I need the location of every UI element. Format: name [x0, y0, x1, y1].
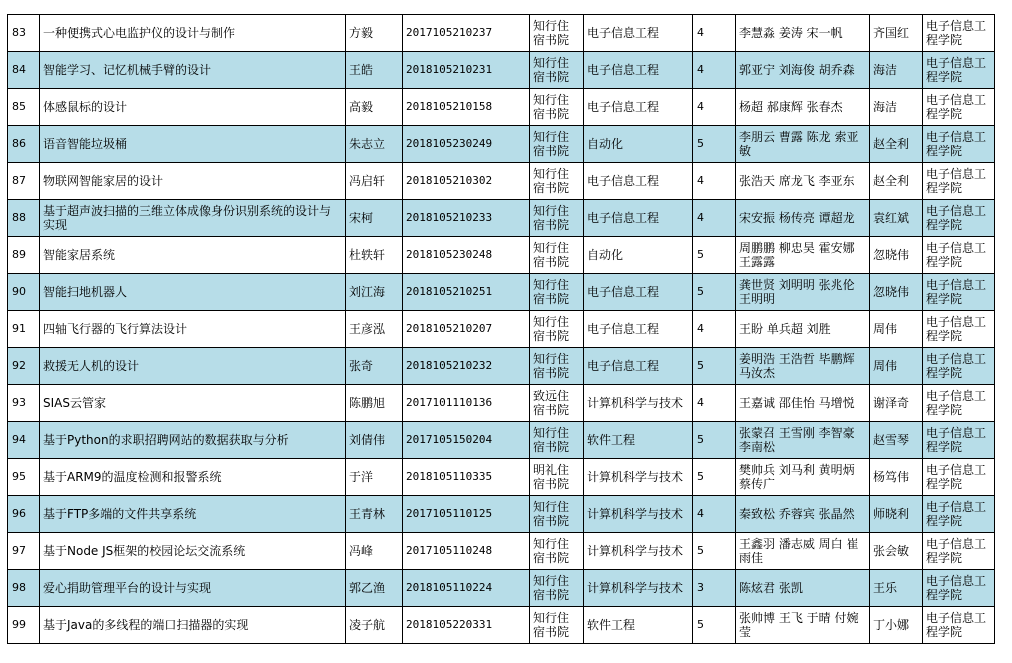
- table-row: [8, 274, 995, 311]
- team-members-cell: 樊帅兵 刘马利 黄明炳 蔡传广: [736, 459, 870, 496]
- member-count-cell: 4: [693, 496, 736, 533]
- team-members-cell: 王鑫羽 潘志威 周白 崔雨佳: [736, 533, 870, 570]
- project-leader-cell: 方毅: [346, 15, 403, 52]
- school-cell: 电子信息工程学院: [923, 311, 995, 348]
- residential-college-cell: 知行住宿书院: [530, 570, 584, 607]
- project-title-cell: 基于超声波扫描的三维立体成像身份识别系统的设计与实现: [40, 200, 346, 237]
- team-members-cell: 秦致松 乔蓉宾 张晶然: [736, 496, 870, 533]
- member-count-cell: 4: [693, 200, 736, 237]
- team-members-cell: 杨超 郝康辉 张春杰: [736, 89, 870, 126]
- residential-college-cell: 致远住宿书院: [530, 385, 584, 422]
- student-id-cell: 2018105220331: [403, 607, 530, 644]
- school-cell: 电子信息工程学院: [923, 348, 995, 385]
- row-number-cell: 87: [8, 163, 40, 200]
- row-number-cell: 99: [8, 607, 40, 644]
- project-leader-cell: 陈鹏旭: [346, 385, 403, 422]
- project-title-cell: 智能学习、记忆机械手臂的设计: [40, 52, 346, 89]
- team-members-cell: 周鹏鹏 柳忠昊 霍安娜 王露露: [736, 237, 870, 274]
- project-title-cell: 一种便携式心电监护仪的设计与制作: [40, 15, 346, 52]
- student-id-cell: 2018105210231: [403, 52, 530, 89]
- major-cell: 自动化: [584, 126, 693, 163]
- school-cell: 电子信息工程学院: [923, 570, 995, 607]
- school-cell: 电子信息工程学院: [923, 459, 995, 496]
- row-number-cell: 88: [8, 200, 40, 237]
- row-number-cell: 85: [8, 89, 40, 126]
- team-members-cell: 李朋云 曹露 陈龙 索亚敏: [736, 126, 870, 163]
- project-leader-cell: 刘倩伟: [346, 422, 403, 459]
- member-count-cell: 4: [693, 163, 736, 200]
- school-cell: 电子信息工程学院: [923, 237, 995, 274]
- residential-college-cell: 知行住宿书院: [530, 237, 584, 274]
- member-count-cell: 5: [693, 533, 736, 570]
- student-id-cell: 2018105210207: [403, 311, 530, 348]
- school-cell: 电子信息工程学院: [923, 89, 995, 126]
- table-body: [8, 15, 995, 644]
- advisor-cell: 周伟: [870, 311, 923, 348]
- student-id-cell: 2018105110224: [403, 570, 530, 607]
- row-number-cell: 97: [8, 533, 40, 570]
- project-title-cell: 救援无人机的设计: [40, 348, 346, 385]
- team-members-cell: 李慧淼 姜涛 宋一帆: [736, 15, 870, 52]
- student-id-cell: 2018105230248: [403, 237, 530, 274]
- residential-college-cell: 知行住宿书院: [530, 533, 584, 570]
- major-cell: 电子信息工程: [584, 348, 693, 385]
- member-count-cell: 4: [693, 311, 736, 348]
- row-number-cell: 94: [8, 422, 40, 459]
- student-id-cell: 2018105210302: [403, 163, 530, 200]
- project-leader-cell: 朱志立: [346, 126, 403, 163]
- member-count-cell: 5: [693, 126, 736, 163]
- school-cell: 电子信息工程学院: [923, 52, 995, 89]
- member-count-cell: 5: [693, 607, 736, 644]
- member-count-cell: 5: [693, 274, 736, 311]
- row-number-cell: 91: [8, 311, 40, 348]
- advisor-cell: 忽晓伟: [870, 237, 923, 274]
- advisor-cell: 忽晓伟: [870, 274, 923, 311]
- advisor-cell: 张会敏: [870, 533, 923, 570]
- team-members-cell: 龚世贤 刘明明 张兆伦 王明明: [736, 274, 870, 311]
- row-number-cell: 84: [8, 52, 40, 89]
- table-row: [8, 607, 995, 644]
- project-title-cell: 基于Python的求职招聘网站的数据获取与分析: [40, 422, 346, 459]
- residential-college-cell: 知行住宿书院: [530, 163, 584, 200]
- student-id-cell: 2017101110136: [403, 385, 530, 422]
- project-leader-cell: 冯峰: [346, 533, 403, 570]
- project-leader-cell: 郭乙渔: [346, 570, 403, 607]
- advisor-cell: 赵雪琴: [870, 422, 923, 459]
- team-members-cell: 王嘉诚 邵佳怡 马增悦: [736, 385, 870, 422]
- project-title-cell: 物联网智能家居的设计: [40, 163, 346, 200]
- project-leader-cell: 宋柯: [346, 200, 403, 237]
- school-cell: 电子信息工程学院: [923, 126, 995, 163]
- member-count-cell: 4: [693, 52, 736, 89]
- student-id-cell: 2017105110248: [403, 533, 530, 570]
- residential-college-cell: 明礼住宿书院: [530, 459, 584, 496]
- residential-college-cell: 知行住宿书院: [530, 422, 584, 459]
- member-count-cell: 4: [693, 385, 736, 422]
- residential-college-cell: 知行住宿书院: [530, 200, 584, 237]
- school-cell: 电子信息工程学院: [923, 496, 995, 533]
- project-leader-cell: 于洋: [346, 459, 403, 496]
- table-row: [8, 422, 995, 459]
- major-cell: 电子信息工程: [584, 52, 693, 89]
- row-number-cell: 89: [8, 237, 40, 274]
- student-id-cell: 2017105150204: [403, 422, 530, 459]
- team-members-cell: 宋安振 杨传亮 谭超龙: [736, 200, 870, 237]
- school-cell: 电子信息工程学院: [923, 533, 995, 570]
- row-number-cell: 92: [8, 348, 40, 385]
- advisor-cell: 齐国红: [870, 15, 923, 52]
- major-cell: 电子信息工程: [584, 89, 693, 126]
- project-leader-cell: 刘江海: [346, 274, 403, 311]
- school-cell: 电子信息工程学院: [923, 422, 995, 459]
- residential-college-cell: 知行住宿书院: [530, 52, 584, 89]
- project-title-cell: 爱心捐助管理平台的设计与实现: [40, 570, 346, 607]
- advisor-cell: 谢泽奇: [870, 385, 923, 422]
- student-id-cell: 2018105210251: [403, 274, 530, 311]
- team-members-cell: 王盼 单兵超 刘胜: [736, 311, 870, 348]
- advisor-cell: 海洁: [870, 52, 923, 89]
- major-cell: 计算机科学与技术: [584, 570, 693, 607]
- row-number-cell: 90: [8, 274, 40, 311]
- project-table: [7, 14, 995, 644]
- project-title-cell: 基于Node JS框架的校园论坛交流系统: [40, 533, 346, 570]
- residential-college-cell: 知行住宿书院: [530, 496, 584, 533]
- major-cell: 电子信息工程: [584, 274, 693, 311]
- project-title-cell: 智能扫地机器人: [40, 274, 346, 311]
- table-row: [8, 89, 995, 126]
- project-title-cell: 基于FTP多端的文件共享系统: [40, 496, 346, 533]
- project-title-cell: 基于Java的多线程的端口扫描器的实现: [40, 607, 346, 644]
- major-cell: 计算机科学与技术: [584, 385, 693, 422]
- major-cell: 计算机科学与技术: [584, 496, 693, 533]
- table-row: [8, 126, 995, 163]
- table-row: [8, 348, 995, 385]
- advisor-cell: 师晓利: [870, 496, 923, 533]
- project-leader-cell: 杜轶轩: [346, 237, 403, 274]
- major-cell: 软件工程: [584, 422, 693, 459]
- table-row: [8, 311, 995, 348]
- residential-college-cell: 知行住宿书院: [530, 89, 584, 126]
- project-leader-cell: 冯启轩: [346, 163, 403, 200]
- project-title-cell: 语音智能垃圾桶: [40, 126, 346, 163]
- row-number-cell: 95: [8, 459, 40, 496]
- project-title-cell: 四轴飞行器的飞行算法设计: [40, 311, 346, 348]
- project-leader-cell: 王彦泓: [346, 311, 403, 348]
- residential-college-cell: 知行住宿书院: [530, 311, 584, 348]
- major-cell: 计算机科学与技术: [584, 459, 693, 496]
- table-row: [8, 163, 995, 200]
- table-row: [8, 496, 995, 533]
- table-row: [8, 200, 995, 237]
- school-cell: 电子信息工程学院: [923, 200, 995, 237]
- member-count-cell: 4: [693, 89, 736, 126]
- school-cell: 电子信息工程学院: [923, 163, 995, 200]
- advisor-cell: 周伟: [870, 348, 923, 385]
- major-cell: 软件工程: [584, 607, 693, 644]
- team-members-cell: 姜明浩 王浩哲 毕鹏辉 马汝杰: [736, 348, 870, 385]
- row-number-cell: 86: [8, 126, 40, 163]
- student-id-cell: 2018105230249: [403, 126, 530, 163]
- project-title-cell: 体感鼠标的设计: [40, 89, 346, 126]
- project-leader-cell: 张奇: [346, 348, 403, 385]
- table-row: [8, 15, 995, 52]
- team-members-cell: 张蒙召 王雪刚 李智豪 李南松: [736, 422, 870, 459]
- advisor-cell: 杨笃伟: [870, 459, 923, 496]
- row-number-cell: 83: [8, 15, 40, 52]
- project-title-cell: 基于ARM9的温度检测和报警系统: [40, 459, 346, 496]
- residential-college-cell: 知行住宿书院: [530, 15, 584, 52]
- advisor-cell: 丁小娜: [870, 607, 923, 644]
- major-cell: 电子信息工程: [584, 200, 693, 237]
- project-title-cell: SIAS云管家: [40, 385, 346, 422]
- team-members-cell: 陈炫君 张凯: [736, 570, 870, 607]
- row-number-cell: 93: [8, 385, 40, 422]
- student-id-cell: 2017105110125: [403, 496, 530, 533]
- residential-college-cell: 知行住宿书院: [530, 274, 584, 311]
- major-cell: 电子信息工程: [584, 311, 693, 348]
- table-row: [8, 570, 995, 607]
- row-number-cell: 98: [8, 570, 40, 607]
- school-cell: 电子信息工程学院: [923, 385, 995, 422]
- residential-college-cell: 知行住宿书院: [530, 607, 584, 644]
- school-cell: 电子信息工程学院: [923, 607, 995, 644]
- project-title-cell: 智能家居系统: [40, 237, 346, 274]
- student-id-cell: 2018105110335: [403, 459, 530, 496]
- table-row: [8, 237, 995, 274]
- advisor-cell: 海洁: [870, 89, 923, 126]
- member-count-cell: 5: [693, 237, 736, 274]
- project-leader-cell: 高毅: [346, 89, 403, 126]
- major-cell: 计算机科学与技术: [584, 533, 693, 570]
- table-row: [8, 52, 995, 89]
- major-cell: 电子信息工程: [584, 15, 693, 52]
- student-id-cell: 2018105210233: [403, 200, 530, 237]
- advisor-cell: 赵全利: [870, 126, 923, 163]
- residential-college-cell: 知行住宿书院: [530, 126, 584, 163]
- member-count-cell: 5: [693, 348, 736, 385]
- major-cell: 电子信息工程: [584, 163, 693, 200]
- advisor-cell: 王乐: [870, 570, 923, 607]
- member-count-cell: 3: [693, 570, 736, 607]
- team-members-cell: 郭亚宁 刘海俊 胡乔森: [736, 52, 870, 89]
- table-row: [8, 533, 995, 570]
- project-leader-cell: 凌子航: [346, 607, 403, 644]
- advisor-cell: 袁红斌: [870, 200, 923, 237]
- school-cell: 电子信息工程学院: [923, 15, 995, 52]
- student-id-cell: 2018105210158: [403, 89, 530, 126]
- member-count-cell: 5: [693, 459, 736, 496]
- advisor-cell: 赵全利: [870, 163, 923, 200]
- team-members-cell: 张帅博 王飞 于晴 付婉莹: [736, 607, 870, 644]
- member-count-cell: 5: [693, 422, 736, 459]
- residential-college-cell: 知行住宿书院: [530, 348, 584, 385]
- student-id-cell: 2018105210232: [403, 348, 530, 385]
- team-members-cell: 张浩天 席龙飞 李亚东: [736, 163, 870, 200]
- school-cell: 电子信息工程学院: [923, 274, 995, 311]
- row-number-cell: 96: [8, 496, 40, 533]
- major-cell: 自动化: [584, 237, 693, 274]
- project-leader-cell: 王青林: [346, 496, 403, 533]
- member-count-cell: 4: [693, 15, 736, 52]
- project-leader-cell: 王皓: [346, 52, 403, 89]
- table-row: [8, 459, 995, 496]
- student-id-cell: 2017105210237: [403, 15, 530, 52]
- table-row: [8, 385, 995, 422]
